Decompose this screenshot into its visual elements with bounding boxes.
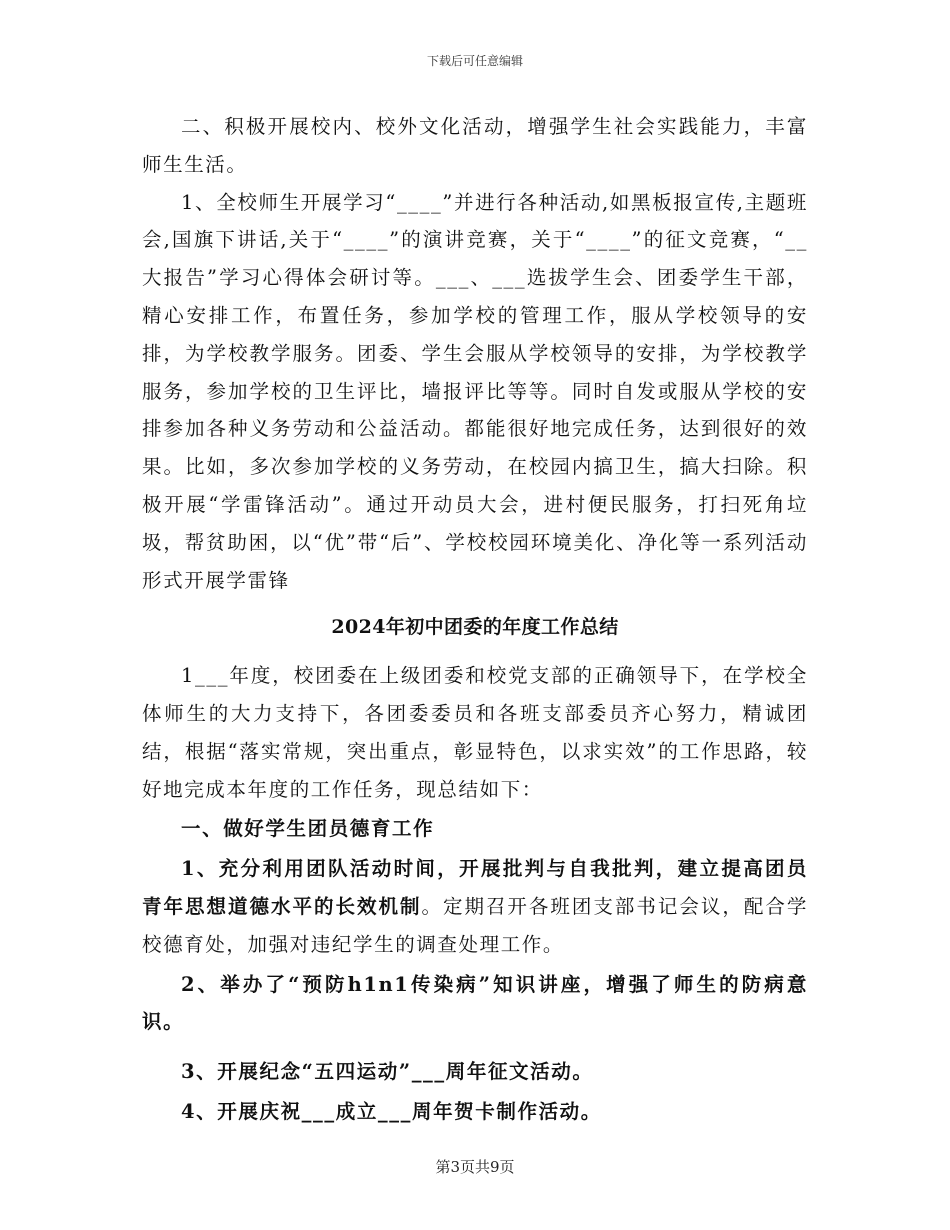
item-1-rest-text: 。定期召开各班团支部书记会议，配合学校德育处，加强对违纪学生的调查处理工作。 — [142, 894, 808, 956]
document-body — [142, 108, 808, 1131]
paragraph-activities: 1、全校师生开展学习“____”并进行各种活动,如黑板报宣传,主题班会,国旗下讲话,关于“____”的演讲竞赛，关于“____”的征文竞赛，“__大报告”学习心得体会研讨等。___、___选拔学生会、团委学生干部，精心安排工作，布置任务，参加学校的管理工作，服从学校领导的安排，为学校教学服务。团委、学生会服从学校领导的安排，为学校教学服务，参加学校的卫生评比，墙报评比等等。同时自发或服从学校的安排参加各种义务劳动和公益活动。都能很好地完成任务，达到很好的效果。比如，多次参加学校的义务劳动，在校园内搞卫生，搞大扫除。积极开展“学雷锋活动”。通过开动员大会，进村便民服务，打扫死角垃圾，帮贫助困，以“优”带“后”、学校校园环境美化、净化等一系列活动形式开展学雷锋 — [142, 190, 808, 592]
paragraph-item-3: 3、开展纪念“五四运动”___周年征文活动。 — [181, 1060, 594, 1084]
heading-moral-education: 一、做好学生团员德育工作 — [181, 817, 435, 841]
paragraph-item-4: 4、开展庆祝___成立___周年贺卡制作活动。 — [181, 1099, 602, 1123]
paragraph-item-1 — [142, 850, 808, 963]
paragraph-intro: 1___年度，校团委在上级团委和校党支部的正确领导下，在学校全体师生的大力支持下，各团委委员和各班支部委员齐心努力，精诚团结，根据“落实常规，突出重点，彰显特色，以求实效”的工作思路，较好地完成本年度的工作任务，现总结如下： — [142, 664, 808, 801]
page-header-note: 下载后可任意编辑 — [426, 54, 523, 68]
item-1-bold-text: 1、充分利用团队活动时间，开展批判与自我批判，建立提高团员青年思想道德水平的长效机制 — [142, 857, 808, 918]
paragraph-section-two: 二、积极开展校内、校外文化活动，增强学生社会实践能力，丰富师生生活。 — [142, 115, 808, 176]
paragraph-item-2: 2、举办了“预防h1n1传染病”知识讲座，增强了师生的防病意识。 — [142, 972, 808, 1034]
document-title: 2024年初中团委的年度工作总结 — [331, 616, 619, 639]
page-footer-number: 第3页共9页 — [435, 1158, 515, 1176]
